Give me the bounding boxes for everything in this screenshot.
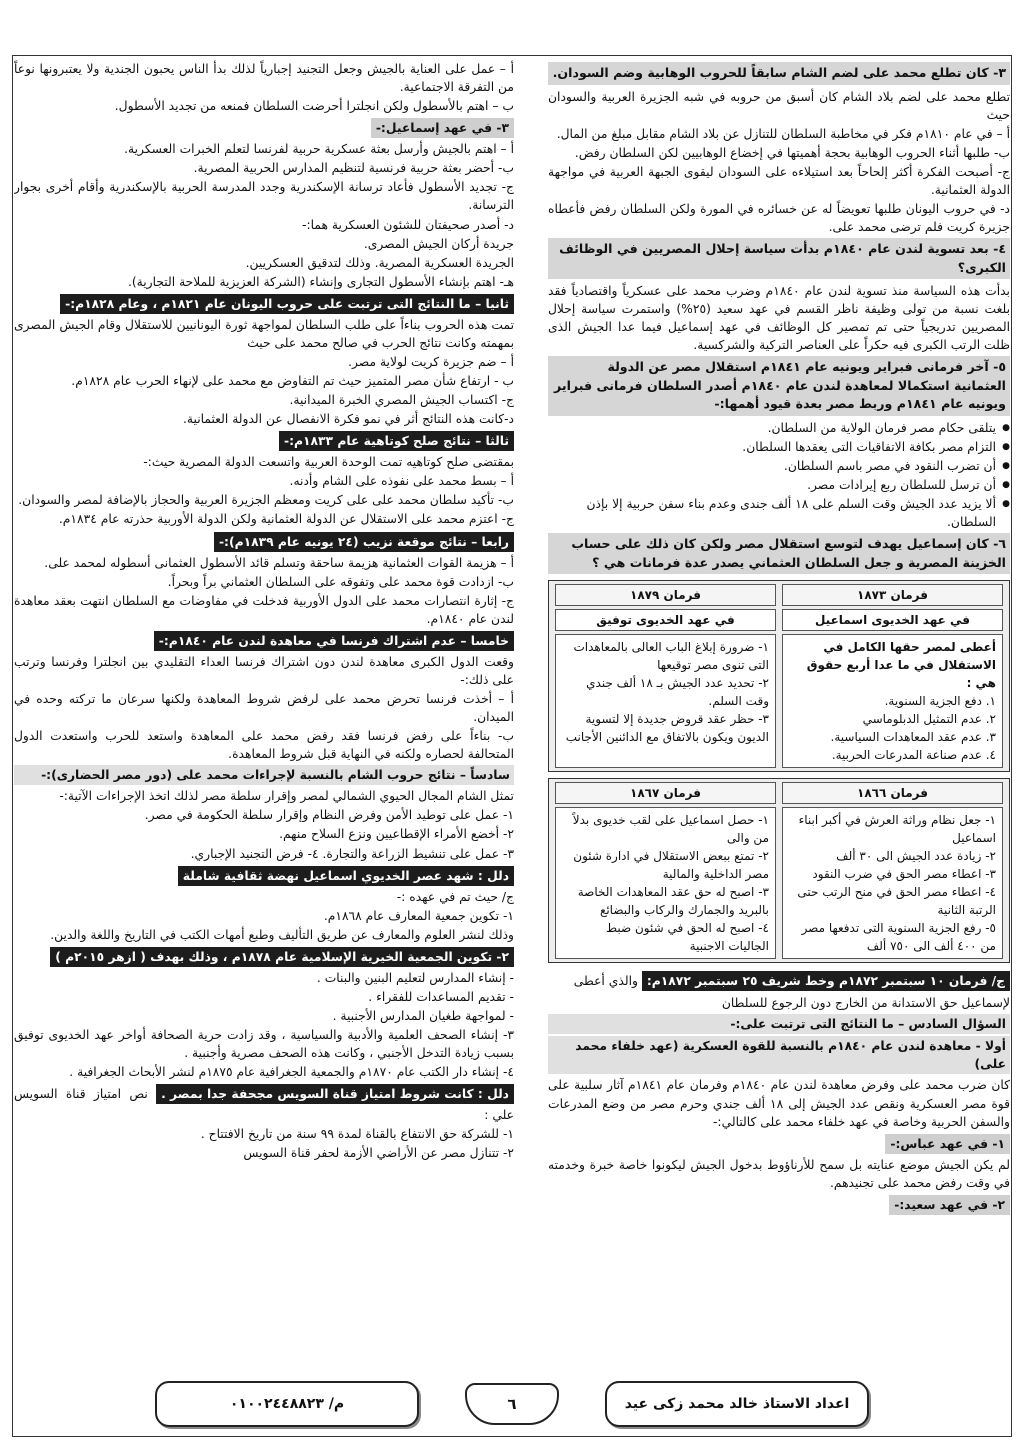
said-title: ٢- في عهد سعيد:- [889,1195,1010,1215]
firman-1872-title: ج/ فرمان ١٠ سبتمبر ١٨٧٢م وخط شريف ٢٥ سبتمبر ١٨٧٢م: [642,971,1010,991]
table-cell-1866 [782,807,1003,959]
table-sub-tawfik: في عهد الخديوى توفيق [555,609,776,631]
table-header-1866: فرمان ١٨٦٦ [782,782,1003,804]
dalil-culture-point: - تقديم المساعدات للفقراء . [368,989,514,1004]
table-header-1873: فرمان ١٨٧٣ [782,584,1003,606]
said-point-b: ب – اهتم بالأسطول ولكن انجلترا أحرضت السلطان فمنعه من تجديد الأسطول. [114,99,514,114]
right-column [548,60,1010,1357]
fourth-result-point: ج- إثارة انتصارات محمد على الدول الأوربية فدخلت في مفاوضات مع السلطان انتهت بعقد معاهدة لندن عام ١٨٤٠م. [14,593,514,626]
q3-point-d: د- في حروب اليونان طلبها تعويضاً له عن خسائره في المورة ولكن السلطان رفض فأعطاه جزيرة كريت فلم ترضى محمد على. [548,201,1010,234]
charity-society-title: ٢- تكوين الجمعية الخيرية الإسلامية عام ١٨٧٨م ، وذلك بهدف ( ازهر ٢٠١٥م ) [50,947,514,967]
list-item: ٢- زيادة عدد الجيش الى ٣٠ ألف [836,849,996,864]
list-item: ٣- اصبح له حق عقد المعاهدات الخاصة بالبريد والجمارك والركاب والبضائع [577,885,769,918]
list-item: ● يتلقى حكام مصر فرمان الولاية من السلطان. [548,419,996,437]
list-item: ٤. عدم صناعة المدرعات الحربية. [831,748,996,763]
list-item: ٣- اعطاء مصر الحق في ضرب النقود [812,867,996,882]
list-item: ١- ضرورة إبلاغ الباب العالى بالمعاهدات التى تنوى مصر توقيعها [573,640,769,673]
second-result-point: ج- اكتساب الجيش المصري الخبرة الميدانية. [289,393,514,408]
list-item: ١. دفع الجزية السنوية. [884,694,996,709]
list-item: ١- جعل نظام وراثة العرش في أكبر ابناء اسماعيل [798,813,996,846]
table-sub-ismail: في عهد الخديوى اسماعيل [782,609,1003,631]
sixth-result-point: ٢- أخضع الأمراء الإقطاعيين ونزع السلاح منهم. [279,827,514,842]
left-column [14,60,514,1357]
q3-point-b: ب- طلبها أثناء الحروب الوهابية بحجة أهميتها في إخضاع الوهابيين لكن السلطان رفض. [574,145,1010,160]
q3-point-c: ج- أصبحت الفكرة أكثر إلحاحاً بعد استيلاءه على السودان ليقوى الجبهة العربية في مواجهة الدولة العثمانية. [548,164,1010,197]
page-number: ٦ [465,1383,559,1425]
table-cell-1873 [782,634,1003,768]
second-result-point: ب - ارتفاع شأن مصر المتميز حيث تم التفاوض مع محمد على لإنهاء الحرب عام ١٨٢٨م. [71,374,514,388]
q3-point-a: أ – في عام ١٨١٠م فكر في مخاطبة السلطان للتنازل عن بلاد الشام مقابل مبلغ من المال. [556,126,1010,141]
author-box: اعداد الاستاذ خالد محمد زكى عيد [605,1381,869,1427]
q5-bullets [548,419,1010,531]
first-result-title: أولا - معاهدة لندن عام ١٨٤٠م بالنسبة للقوة العسكرية (عهد خلفاء محمد على) [548,1036,1010,1074]
list-item: ● أن تضرب النقود في مصر باسم السلطان. [548,457,996,475]
firman-1872-text: لإسماعيل حق الاستدانة من الخارج دون الرجوع للسلطان [721,996,1010,1011]
q6-title: ٦- كان إسماعيل يهدف لتوسع استقلال مصر ولكن كان ذلك على حساب الخزينة المصرية و جعل السلطان العثماني يصدر عدة فرمانات هي ؟ [548,533,1010,574]
dalil-culture-point: ج/ حيث تم في عهده :- [396,889,514,904]
fifth-result-point: ب- بناءاً على رفض فرنسا فقد رفض محمد على المعاهدة واستعد للحرب واستعدت الدول المتحالفة لحصاره ولكنه في النهاية قبل شروط المعاهدة. [14,729,514,762]
dalil-culture-point: وذلك لنشر العلوم والمعارف عن طريق التأليف وطبع أمهات الكتب في التاريخ واللغة والدين. [50,927,514,942]
list-item: ٢- تحديد عدد الجيش بـ ١٨ ألف جندي وقت السلم. [586,676,769,709]
question-six-title: السؤال السادس – ما النتائج التى ترتبت على:- [548,1014,1010,1034]
second-result-text: تمت هذه الحروب بناءاً على طلب السلطان لمواجهة ثورة اليونانيين للاستقلال وقام الجيش المصرى بمهمته وكانت نتائج الحرب في صالح محمد على حيث [14,317,514,350]
q3-title: ٣- كان تطلع محمد على لضم الشام سابقاً للحروب الوهابية وضم السودان. [548,62,1010,85]
ismail-point: د- أصدر صحيفتان للشئون العسكرية هما:- [302,217,514,232]
list-item: ● التزام مصر بكافة الاتفاقيات التى يعقدها السلطان. [548,438,996,456]
second-result-title: ثانيا – ما النتائج التى ترتبت على حروب اليونان عام ١٨٢١م ، وعام ١٨٢٨م:- [60,294,514,314]
ismail-point: ب- أحضر بعثة حربية فرنسية لتنظيم المدارس الحربية المصرية. [193,161,514,176]
ismail-title: ٣- في عهد إسماعيل:- [371,118,514,138]
list-item: ١- حصل اسماعيل على لقب خديوى بدلاً من والى [572,813,769,846]
second-result-point: أ – ضم جزيرة كريت لولاية مصر. [348,354,514,369]
fourth-result-title: رابعا – نتائج موقعة نزيب (٢٤ يونيه عام ١٨٣٩م):- [214,532,514,552]
q3-intro: تطلع محمد على لضم بلاد الشام كان أسبق من حروبه في شبه الجزيرة العربية والسودان حيث [548,89,1010,122]
dalil-culture-point: ٣- إنشاء الصحف العلمية والأدبية والسياسية ، وقد زادت حرية الصحافة أواخر عهد الخديوى توفيق بسبب زيادة التدخل الأجنبي ، وكانت هذه الصحف مصرية وأجنبية . [14,1028,514,1061]
suez-point: ٢- تتنازل مصر عن الأراضي الأزمة لحفر قناة السويس [243,1146,514,1161]
dalil-culture-point: ١- تكوين جمعية المعارف عام ١٨٦٨م. [323,908,514,923]
firman-1872-tail: والذي أعطى [573,974,638,989]
firman-1872-line [548,969,1010,993]
ismail-point: أ – اهتم بالجيش وأرسل بعثة عسكرية حربية لفرنسا لتعلم الخبرات العسكرية. [124,142,514,157]
sixth-result-point: ١- عمل على توطيد الأمن وفرض النظام وإقرار سلطة الحكومة في مصر. [144,808,514,823]
list-item: ● ألا يزيد عدد الجيش وقت السلم على ١٨ ألف جندى وعدم بناء سفن حربية إلا بإذن السلطان. [548,495,996,531]
table-cell-1879 [555,634,776,768]
ismail-point: الجريدة العسكرية المصرية. وذلك لتدقيق العسكريين. [245,255,514,270]
fifth-result-point: أ – أخذت فرنسا تحرض محمد على لرفض شروط المعاهدة ولكنها سرعان ما تركته وحده في الميدان. [14,692,514,725]
list-item: ٣- حظر عقد قروض جديدة إلا لتسوية الديون ويكون بالاتفاق مع الدائنين الأجانب [565,712,769,745]
dalil-culture-point: - لمواجهة طغيان المدارس الأجنبية . [332,1009,514,1023]
third-result-text: بمقتضى صلح كوتاهيه تمت الوحدة العربية واتسعت الدولة المصرية حيث:- [143,455,514,470]
dalil-culture-point: ٤- إنشاء دار الكتب عام ١٨٧٠م والجمعية الجغرافية عام ١٨٧٥م لنشر الأبحاث الجغرافية . [69,1065,514,1080]
sixth-result-point: ٣- عمل على تنشيط الزراعة والتجارة. ٤- فرض التجنيد الإجباري. [190,846,514,861]
third-result-point: أ – بسط محمد على نفوذه على الشام وأدنه. [289,474,514,489]
table-header-1867: فرمان ١٨٦٧ [555,782,776,804]
firman-table-1873-1879 [548,580,1010,772]
list-item: ٤- اصبح له الحق في شئون ضبط الجاليات الاجنبية [605,921,769,954]
dalil-suez-line [14,1082,514,1124]
q4-title: ٤- بعد تسوية لندن عام ١٨٤٠م بدأت سياسة إحلال المصريين في الوظائف الكبرى؟ [548,238,1010,279]
ismail-point: هـ- اهتم بإنشاء الأسطول التجارى وإنشاء (الشركة العزيزية للملاحة التجارية). [127,274,514,289]
table-cell-1867 [555,807,776,959]
footer [155,1375,869,1433]
third-result-point: ج- اعتزم محمد على الاستقلال عن الدولة العثمانية ولكن الدولة الأوربية حذرته عام ١٨٣٤م. [58,512,514,527]
abbas-title: ١- في عهد عباس:- [885,1134,1010,1154]
fifth-result-title: خامسا – عدم اشتراك فرنسا في معاهدة لندن عام ١٨٤٠م:- [154,631,514,651]
fourth-result-point: أ – هزيمة القوات العثمانية هزيمة ساحقة وتسلم قائد الأسطول العثمانى أسطوله لمحمد على. [44,555,514,570]
list-item: ٢. عدم التمثيل الدبلوماسي [862,712,996,727]
third-result-title: ثالثا – نتائج صلح كوتاهية عام ١٨٣٣م:- [279,431,514,451]
firman-table-1866-1867 [548,778,1010,963]
list-item: ٣. عدم عقد المعاهدات السياسية. [830,730,996,745]
ismail-point: ج- تجديد الأسطول فأعاد ترسانة الإسكندرية وجدد المدرسة الحربية بالإسكندرية وأقام أخرى بجوار الترسانة. [14,180,514,213]
third-result-point: ب- تأكيد سلطان محمد على على كريت ومعظم الجزيرة العربية والحجاز بالإضافة لمصر والسودان. [18,493,514,508]
abbas-text: لم يكن الجيش موضع عنايته بل سمح للأرناؤوط بدخول الجيش ليكونوا خاصة خبرة وخدمته في وقت رفض محمد على تجنيدهم. [548,1157,1010,1190]
fourth-result-point: ب- ازدادت قوة محمد على وتفوقه على السلطان العثماني براً وبحراً. [167,574,514,589]
q5-title: ٥- آخر فرمانى فبراير ويونيه عام ١٨٤١م استقلال مصر عن الدولة العثمانية استكمالا لمعاهدة لندن عام ١٨٤٠م أصدر السلطان فرمانى فبراير ويونيه عام ١٨٤١م وربط مصر بعدة قيود أهمها:- [548,356,1010,416]
list-item: ● أن ترسل للسلطان ربع إيرادات مصر. [548,476,996,494]
list-item: ٢- تمتع ببعض الاستقلال في ادارة شئون مصر الداخلية والمالية [573,849,769,882]
dalil-suez-title: دلل : كانت شروط امتياز قناة السويس مجحفة جدا بمصر . [156,1084,514,1104]
second-result-point: د-كانت هذه النتائج أثر في نمو فكرة الانفصال عن الدولة العثمانية. [182,412,514,427]
ismail-point: جريدة أركان الجيش المصرى. [363,236,514,251]
list-item: ٤- اعطاء مصر الحق في منح الرتب حتى الرتبة الثانية [797,885,996,918]
fifth-result-text: وقعت الدول الكبرى معاهدة لندن دون اشتراك فرنسا العداء التقليدي بين انجلترا وفرنسا وترتب على ذلك:- [14,654,514,687]
first-result-text: كان ضرب محمد على وفرض معاهدة لندن عام ١٨٤٠م وفرمان عام ١٨٤١م آثار سلبية على قوة مصر العسكرية ونقص عدد الجيش إلى ١٨ ألف جندي وحرم مصر من وضع المدرعات والسفن الحربية وخاصة في عهد خلفاء محمد على كالتالي:- [548,1078,1010,1129]
sixth-result-title: سادساً – نتائج حروب الشام بالنسبة لإجراءات محمد على (دور مصر الحضارى):- [14,765,514,785]
dalil-suez-tail: نص امتياز قناة السويس علي : [14,1087,514,1123]
sixth-result-text: تمثل الشام المجال الحيوي الشمالي لمصر وإقرار سلطة مصر لذلك اتخذ الإجراءات الآتية:- [59,789,514,804]
dalil-culture-title: دلل : شهد عصر الخديوي اسماعيل نهضة ثقافية شاملة [178,866,514,886]
phone-box: م/ ٠١٠٠٢٤٤٨٨٢٣ [155,1381,419,1427]
suez-point: ١- للشركة حق الانتفاع بالقناة لمدة ٩٩ سنة من تاريخ الافتتاح . [200,1127,514,1142]
table-header-1879: فرمان ١٨٧٩ [555,584,776,606]
list-item: ٥- رفع الجزية السنوية التى تدفعها مصر من ٤٠٠ ألف الى ٧٥٠ ألف [801,921,996,954]
firman-1873-intro: أعطى لمصر حقها الكامل في الاستقلال في ما عدا أربع حقوق هي : [806,640,996,691]
said-point-a: أ – عمل على العناية بالجيش وجعل التجنيد إجبارياً لذلك بدأ الناس يحبون الجندية ولا يعتبرونها نوعاً من التفرقة الاجتماعية. [14,62,514,95]
q4-text: بدأت هذه السياسة منذ تسوية لندن عام ١٨٤٠م وضرب محمد على عسكرياً واقتصادياً فقد بلغت نسبة من تولى وظيفة ناظر القسم في عهد سعيد (٢٥%) واستمرت سياسة إحلال المصريين تدريجياً حتى تم تمصير كل الوظائف في عهد إسماعيل فيما عدا الجيش الذى ظلت الرتب الكبرى فيه حكراً على العناصر التركية والشركسية. [548,284,1010,353]
dalil-culture-point: - إنشاء المدارس لتعليم البنين والبنات . [316,970,514,985]
